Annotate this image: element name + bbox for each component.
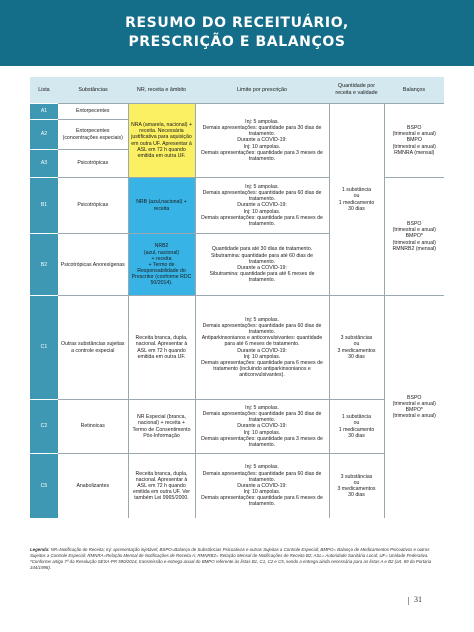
limite-c5-text: Inj: 5 ampolas. Demais apresentações: quantidade para 60 dias de tratamento. Durante a COVID-19: Inj: 10 ampolas. Demais apresentações: quantidade para 6 meses de tratamento. bbox=[201, 464, 323, 507]
substancia-a1: Entorpecentes bbox=[58, 104, 128, 120]
nr-c1: Receita branca, dupla, nacional. Apresentar à ASL em 72 h quando emitida em outra UF. bbox=[128, 296, 195, 400]
limite-c5 bbox=[195, 454, 329, 518]
balancos-b-group bbox=[384, 178, 444, 296]
lista-b2: B2 bbox=[30, 234, 58, 296]
balancos-c-text: BSPO (trimestral e anual) BMPO* (trimestral e anual) bbox=[392, 394, 436, 419]
substancia-a3: Psicotrópicas bbox=[58, 150, 128, 178]
limite-a-text: Inj: 5 ampolas. Demais apresentações: quantidade para 30 dias de tratamento. Durante a COVID-19: Inj: 10 ampolas. Demais apresentações: quantidade para 3 meses de tratamento. bbox=[201, 119, 323, 162]
legend bbox=[30, 547, 444, 571]
legend-note: *Conforme artigo 7º da Resolução SESA-PR 590/2014, transmissão e entrega anual do BMPO referente às listas B1, C1, C2 e C5, sendo a entrega ainda necessária para as listas A e B2 (art. 69 da Portaria 344/1998). bbox=[30, 559, 432, 570]
page-title-line-2: PRESCRIÇÃO E BALANÇOS bbox=[128, 34, 346, 50]
quantidade-c5-text: 3 substâncias ou 3 medicamentos 30 dias bbox=[337, 473, 376, 498]
limite-c1 bbox=[195, 296, 329, 400]
header-limite: Limite por prescrição bbox=[195, 77, 329, 104]
header-quantidade: Quantidade por receita e validade bbox=[329, 77, 384, 104]
lista-a2: A2 bbox=[30, 120, 58, 150]
lista-c1: C1 bbox=[30, 296, 58, 400]
balancos-b-text: BSPO (trimestral e anual) BMPO* (trimestral e anual) RMNRB2 (mensal) bbox=[392, 221, 437, 252]
table-row bbox=[30, 296, 444, 400]
limite-a-group bbox=[195, 104, 329, 178]
nr-c2: NR Especial (branca, nacional) + receita + Termo de Consentimento Pós-Informação bbox=[128, 400, 195, 454]
substancia-c5: Anabolizantes bbox=[58, 454, 128, 518]
limite-b1 bbox=[195, 178, 329, 234]
limite-c2-text: Inj: 5 ampolas. Demais apresentações: quantidade para 30 dias de tratamento. Durante a COVID-19: Inj: 10 ampolas. Demais apresentações: quantidade para 3 meses de tratamento. bbox=[201, 405, 323, 448]
header-substancias: Substâncias bbox=[58, 77, 128, 104]
balancos-c-group bbox=[384, 296, 444, 518]
header-lista: Lista bbox=[30, 77, 58, 104]
quantidade-c2 bbox=[329, 400, 384, 454]
page-title-line-1: RESUMO DO RECEITUÁRIO, bbox=[125, 15, 349, 31]
quantidade-c1-text: 3 substâncias ou 3 medicamentos 30 dias bbox=[337, 335, 376, 360]
legend-text: NR=Notificação de Receita; Inj: apresentação injetável; BSPO=Balanço de Substâncias Psicoativas e outras Sujeitas a Controle Especial; BMPO= Balanço de Medicamentos Psicoativos e outros Sujeitos a Controle Especial; RMNRA=Relação Mensal de Notificações de Receita A; RMNRB2= Relação Mensal de Notificações de Receita B2; ASL= Autoridade Sanitária Local; UF= Unidade Federativa. bbox=[30, 547, 430, 558]
page-number: 31 bbox=[414, 595, 422, 604]
limite-b2 bbox=[195, 234, 329, 296]
nr-a-group: NRA (amarela, nacional) + receita. Necessária justificativa para aquisição em outra UF. Apresentar à ASL em 72 h quando emitida em outra UF. bbox=[128, 104, 195, 178]
title-banner bbox=[0, 0, 474, 66]
table-header-row bbox=[30, 77, 444, 104]
header-balancos: Balanços bbox=[384, 77, 444, 104]
substancia-c2: Retinoicas bbox=[58, 400, 128, 454]
substancia-b1: Psicotrópicas bbox=[58, 178, 128, 234]
page-number-divider bbox=[408, 597, 409, 605]
quantidade-ab-text: 1 substância ou 1 medicamento 30 dias bbox=[338, 187, 375, 212]
lista-c5: C5 bbox=[30, 454, 58, 518]
limite-b1-text: Inj: 5 ampolas. Demais apresentações: quantidade para 60 dias de tratamento. Durante a COVID-19: Inj: 10 ampolas. Demais apresentações: quantidade para 6 meses de tratamento. bbox=[201, 184, 323, 227]
header-nr: NR, receita e âmbito bbox=[128, 77, 195, 104]
limite-c2 bbox=[195, 400, 329, 454]
legend-label: Legenda: bbox=[30, 547, 50, 552]
balancos-a-group bbox=[384, 104, 444, 178]
lista-c2: C2 bbox=[30, 400, 58, 454]
table-row bbox=[30, 104, 444, 120]
table-row bbox=[30, 454, 444, 518]
limite-c1-text: Inj: 5 ampolas. Demais apresentações: quantidade para 60 dias de tratamento. Antiparkinsonianos e anticonvulsivantes: quantidade para até 6 meses de tratamento. Durante a COVID-19: Inj: 10 ampolas. Demais apresentações: quantidade para 6 meses de tratamento (incluindo antiparkinsonianos e anticonvulsivantes). bbox=[201, 317, 323, 378]
quantidade-ab-group bbox=[329, 104, 384, 296]
lista-b1: B1 bbox=[30, 178, 58, 234]
nr-c5: Receita branca, dupla, nacional. Apresentar à ASL em 72 h quando emitida em outra UF. Ver também Lei 9965/2000. bbox=[128, 454, 195, 518]
limite-b2-text: Quantidade para até 30 dias de tratamento. Sibutramina: quantidade para até 60 dias de tratamento. Durante a COVID-19: Sibutramina: quantidade para até 6 meses de tratamento. bbox=[209, 246, 315, 283]
lista-a3: A3 bbox=[30, 150, 58, 178]
quantidade-c2-text: 1 substância ou 1 medicamento 30 dias bbox=[338, 414, 375, 439]
substancia-a2: Entorpecentes (concentrações especiais) bbox=[58, 120, 128, 150]
summary-table bbox=[30, 76, 444, 518]
legend-paragraph bbox=[30, 547, 444, 559]
nr-b1: NRB (azul,nacional) + receita bbox=[128, 178, 195, 234]
balancos-a-text: BSPO (trimestral e anual) BMPO (trimestral e anual) RMNRA (mensal) bbox=[392, 125, 436, 156]
table-row bbox=[30, 400, 444, 454]
nr-b2 bbox=[128, 234, 195, 296]
substancia-b2: Psicotrópicas Anorexígenas bbox=[58, 234, 128, 296]
quantidade-c1 bbox=[329, 296, 384, 400]
quantidade-c5 bbox=[329, 454, 384, 518]
substancia-c1: Outras substâncias sujeitas a controle especial bbox=[58, 296, 128, 400]
lista-a1: A1 bbox=[30, 104, 58, 120]
nr-b2-text: NRB2 (azul, nacional) + receita + Termo de Responsabilidade do Prescritor (conforme RDC 50/2014). bbox=[131, 243, 192, 286]
